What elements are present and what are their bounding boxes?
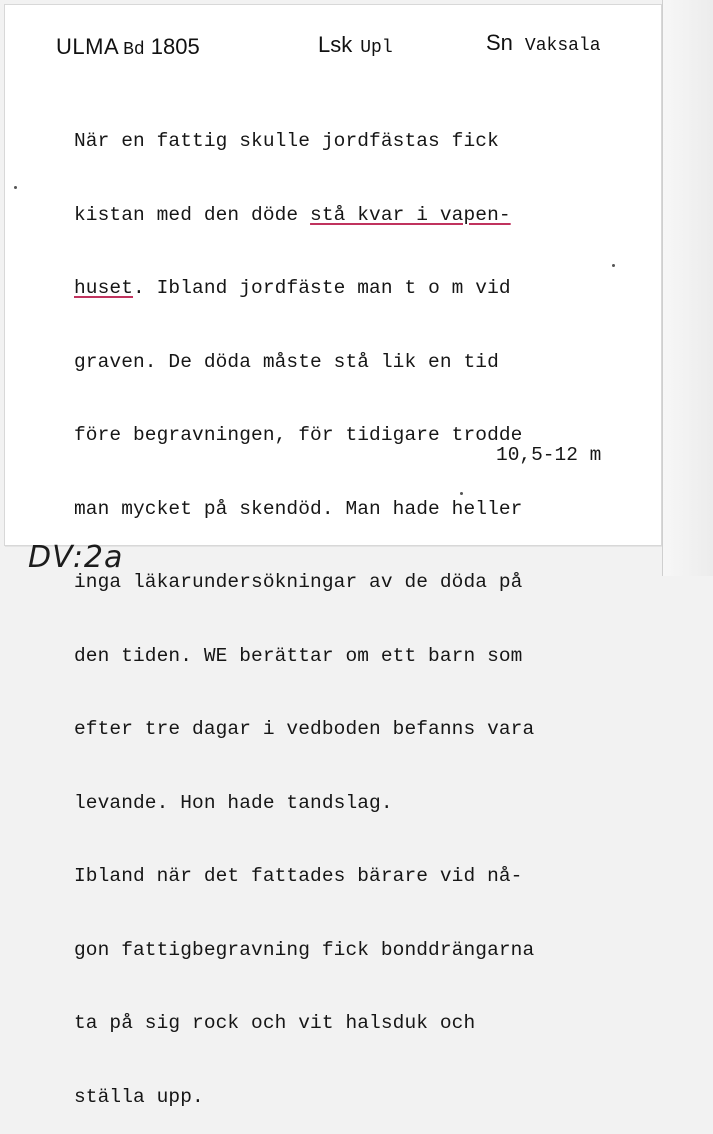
text-line: När en fattig skulle jordfästas fick — [74, 130, 499, 152]
text-segment: . Ibland jordfäste man t o m vid — [133, 277, 511, 299]
paper-speck — [460, 492, 463, 495]
text-segment: kistan med den döde — [74, 203, 311, 226]
sn-value: Vaksala — [524, 36, 601, 56]
text-line — [74, 203, 644, 228]
handwritten-archive-mark: DV:2a — [28, 540, 124, 575]
card-header-landskap — [318, 32, 393, 58]
underlined-text: stå kvar i vapen- — [310, 203, 511, 226]
text-line: ställa upp. — [74, 1085, 204, 1108]
paper-speck — [612, 264, 615, 267]
text-line: man mycket på skendöd. Man hade heller — [74, 497, 523, 520]
text-line — [74, 276, 644, 301]
measurement-note: 10,5-12 m — [496, 444, 602, 466]
archive-code: ULMA — [56, 34, 120, 59]
sn-label: Sn — [486, 30, 513, 55]
year-value: 1805 — [150, 34, 200, 59]
text-line: efter tre dagar i vedboden befanns vara — [74, 718, 535, 740]
paper-speck — [14, 186, 17, 189]
text-line: graven. De döda måste stå lik en tid — [74, 350, 499, 373]
lsk-label: Lsk — [318, 32, 353, 57]
card-header-archive — [56, 34, 200, 60]
text-line: ta på sig rock och vit halsduk och — [74, 1012, 476, 1034]
adjacent-card-edge — [662, 0, 713, 576]
card-header-socken — [486, 30, 601, 56]
text-line: Ibland när det fattades bärare vid nå- — [74, 865, 523, 887]
card-body-text — [74, 80, 644, 1134]
text-line: inga läkarundersökningar av de döda på — [74, 571, 523, 593]
text-line: gon fattigbegravning fick bonddrängarna — [74, 938, 535, 961]
text-line: före begravningen, för tidigare trodde — [74, 424, 523, 446]
text-line: levande. Hon hade tandslag. — [74, 791, 393, 814]
bd-label: Bd — [123, 40, 145, 60]
lsk-value: Upl — [360, 38, 393, 58]
underlined-text: huset — [74, 277, 134, 299]
text-line: den tiden. WE berättar om ett barn som — [74, 644, 523, 667]
